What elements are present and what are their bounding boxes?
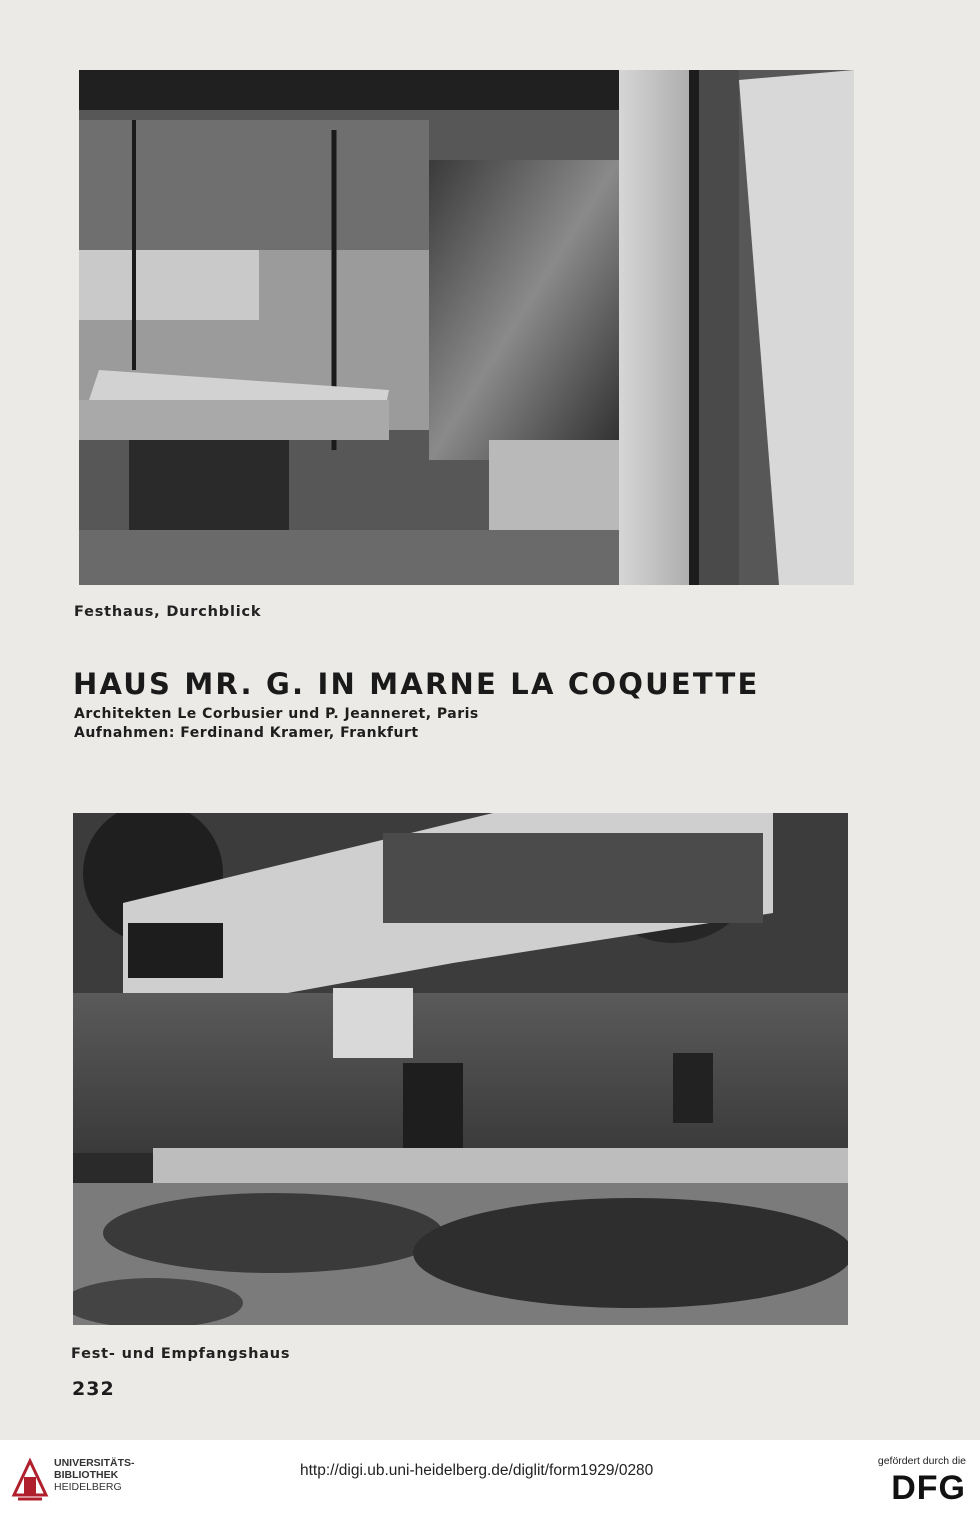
funding-note: gefördert durch die <box>877 1455 966 1467</box>
exterior-photograph <box>73 813 848 1325</box>
photo-festhaus-exterior <box>73 813 848 1325</box>
page-number: 232 <box>72 1378 115 1400</box>
library-logo-icon[interactable] <box>10 1455 50 1503</box>
article-title: HAUS MR. G. IN MARNE LA COQUETTE <box>73 667 760 701</box>
interior-photograph <box>79 70 854 585</box>
library-name[interactable]: UNIVERSITÄTS- BIBLIOTHEK HEIDELBERG <box>54 1457 135 1493</box>
dfg-logo[interactable]: DFG <box>891 1469 966 1507</box>
caption-top-photo: Festhaus, Durchblick <box>74 604 262 620</box>
architects-credit: Architekten Le Corbusier und P. Jeanneret, Paris <box>74 706 479 722</box>
caption-bottom-photo: Fest- und Empfangshaus <box>71 1346 291 1362</box>
photographs-credit: Aufnahmen: Ferdinand Kramer, Frankfurt <box>74 725 419 741</box>
permalink-url[interactable]: http://digi.ub.uni-heidelberg.de/diglit/form1929/0280 <box>300 1462 654 1479</box>
digitization-footer <box>0 1440 980 1515</box>
photo-festhaus-interior <box>79 70 854 585</box>
